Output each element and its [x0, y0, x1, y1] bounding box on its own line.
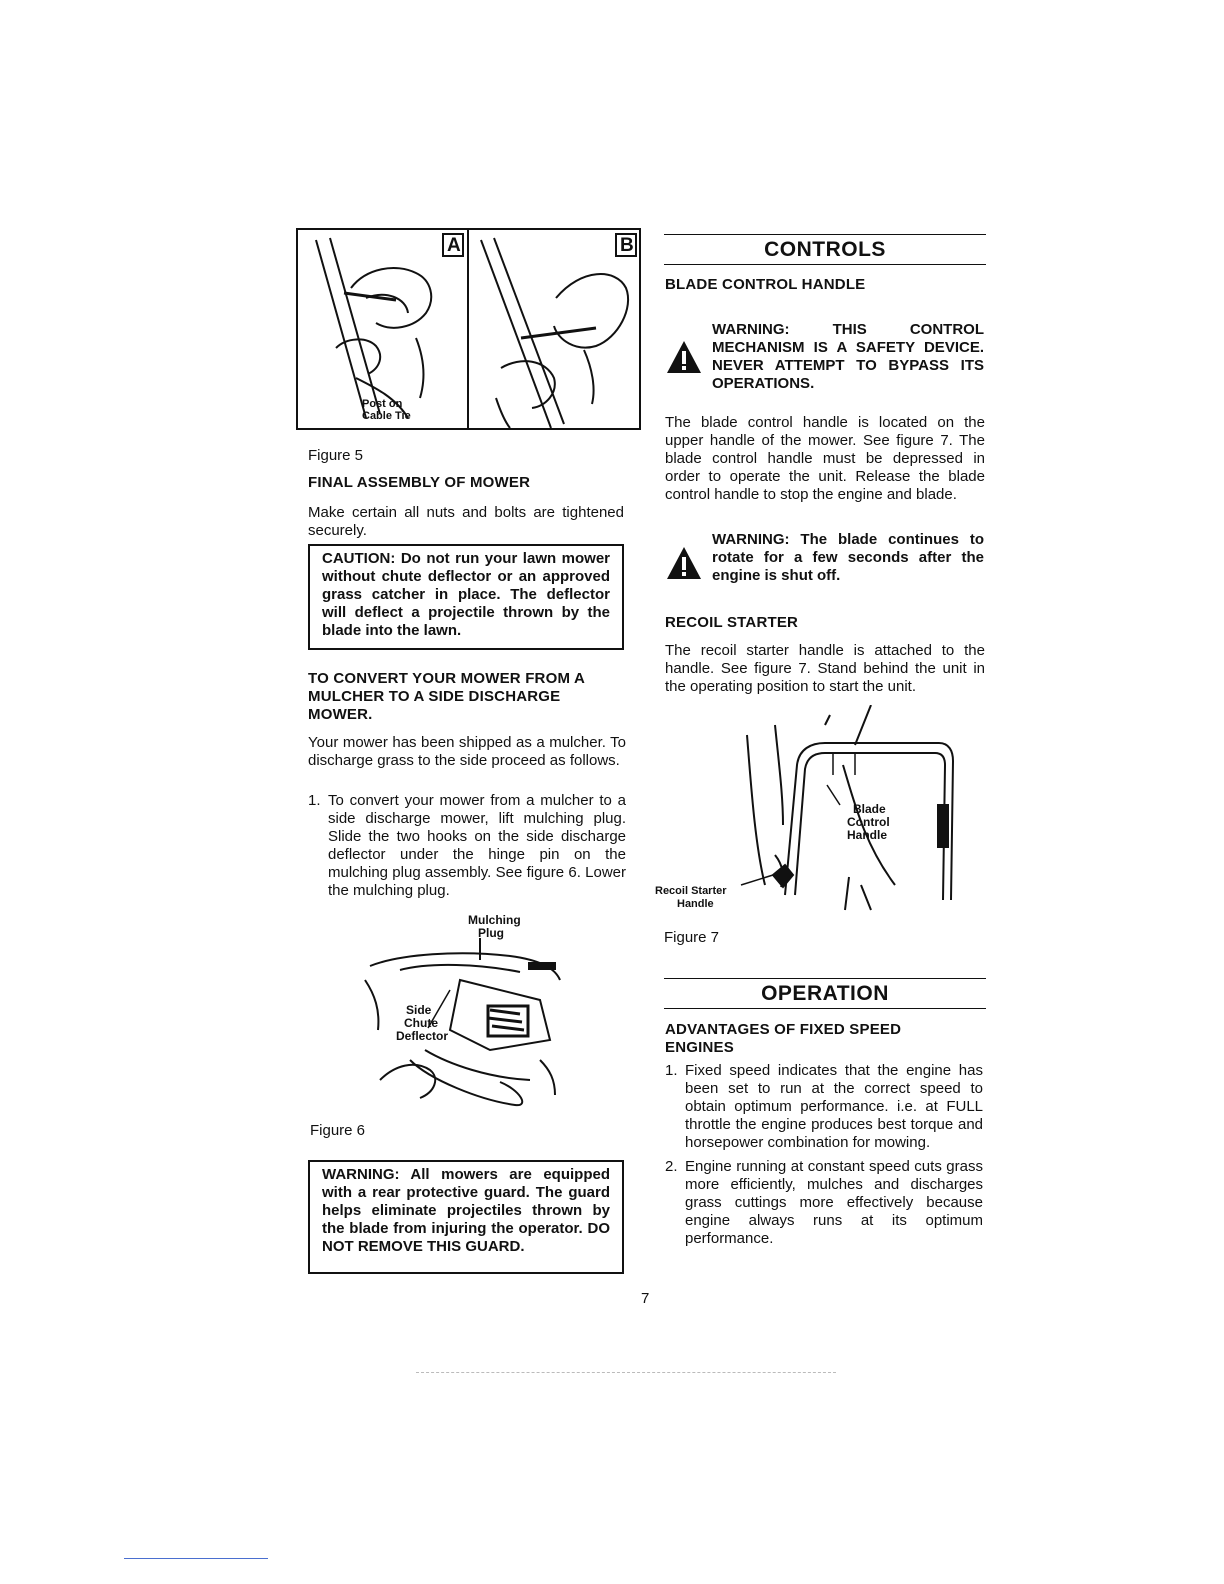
page-number: 7 [641, 1290, 650, 1307]
figure-7-label-control: Control [847, 815, 890, 829]
controls-bottom-rule [664, 264, 986, 265]
figure-5-label-cable-tie: Cable Tie [362, 410, 411, 422]
convert-heading-line1: TO CONVERT YOUR MOWER FROM A [308, 670, 585, 687]
item-number: 2. [665, 1158, 678, 1175]
figure-6-label-chute: Chute [404, 1016, 438, 1030]
item-number: 1. [665, 1062, 678, 1079]
warning2-text: WARNING: The blade continues to rotate for a few seconds after the engine is shut off. [712, 531, 984, 584]
operation-item [665, 1062, 983, 1152]
warning-triangle-icon [666, 340, 702, 374]
figure-6-label-side: Side [406, 1003, 432, 1017]
operation-title: OPERATION [761, 982, 889, 1005]
convert-steps [308, 792, 626, 900]
figure-7-caption: Figure 7 [664, 929, 720, 946]
figure-7-label-blade: Blade [853, 802, 886, 816]
figure-6-label-deflector: Deflector [396, 1029, 449, 1043]
final-assembly-heading: FINAL ASSEMBLY OF MOWER [308, 474, 531, 491]
figure-7-label-recoil-handle: Handle [677, 898, 714, 910]
recoil-starter-text: The recoil starter handle is attached to the handle. See figure 7. Stand behind the unit in the operating position to start the unit. [665, 642, 985, 695]
final-assembly-text: Make certain all nuts and bolts are tightened securely. [308, 504, 624, 539]
operation-item [665, 1158, 983, 1248]
figure-5-label-post: Post on [362, 398, 403, 410]
item-text: Fixed speed indicates that the engine has been set to run at the correct speed to obtain optimum performance. i.e. at FULL throttle the engine produces best torque and horsepower combination for mowing. [685, 1062, 983, 1151]
figure-5 [296, 228, 641, 430]
warning1-line1-text: WARNING: THIS CONTROL [712, 321, 984, 338]
operation-list [665, 1062, 983, 1248]
operation-bottom-rule [664, 1008, 986, 1009]
warning-guard-box: WARNING: All mowers are equipped with a rear protective guard. The guard helps eliminate projectiles thrown by the blade from injuring the operator. DO NOT REMOVE THIS GUARD. [308, 1160, 624, 1274]
figure-7-label-handle: Handle [847, 828, 888, 842]
blade-control-heading: BLADE CONTROL HANDLE [665, 276, 866, 293]
figure-5-illustration [296, 228, 641, 430]
recoil-starter-heading: RECOIL STARTER [665, 614, 799, 631]
step-text: To convert your mower from a mulcher to a side discharge mower, lift mulching plug. Slide the two hooks on the side discharge deflector under the hinge pin on the mulching plug assembly. See figure 6. Lower the mulching plug. [328, 792, 626, 899]
figure-7 [655, 705, 970, 915]
operation-heading-line1: ADVANTAGES OF FIXED SPEED [665, 1021, 902, 1038]
convert-intro: Your mower has been shipped as a mulcher. To discharge grass to the side proceed as follows. [308, 734, 626, 769]
warning1-rest: MECHANISM IS A SAFETY DEVICE. NEVER ATTEMPT TO BYPASS ITS OPERATIONS. [712, 339, 984, 392]
figure-6 [340, 910, 580, 1125]
scan-artifact-line [124, 1558, 268, 1559]
convert-heading-line3: MOWER. [308, 706, 373, 723]
figure-7-illustration [655, 705, 970, 915]
figure-6-label-plug: Plug [478, 926, 504, 940]
caution-box: CAUTION: Do not run your lawn mower without chute deflector or an approved grass catcher in place. The deflector will deflect a projectile thrown by the blade into the lawn. [308, 544, 624, 650]
blade-control-text: The blade control handle is located on the upper handle of the mower. See figure 7. The blade control handle must be depressed in order to operate the unit. Release the blade control handle to stop the engine and blade. [665, 414, 985, 503]
convert-heading-line2: MULCHER TO A SIDE DISCHARGE [308, 688, 561, 705]
figure-5-panel-a-letter: A [447, 235, 461, 256]
warning1-line1 [712, 321, 984, 339]
warning-triangle-icon [666, 546, 702, 580]
figure-5-caption: Figure 5 [308, 447, 364, 464]
figure-7-label-recoil: Recoil Starter [655, 885, 727, 897]
controls-top-rule [664, 234, 986, 235]
item-text: Engine running at constant speed cuts grass more efficiently, mulches and discharges grass cuttings more effectively because engine always runs at its optimum performance. [685, 1158, 983, 1247]
figure-6-caption: Figure 6 [310, 1122, 366, 1139]
scan-artifact-line [416, 1372, 836, 1373]
operation-top-rule [664, 978, 986, 979]
figure-6-illustration [340, 910, 580, 1125]
convert-step [308, 792, 626, 900]
step-number: 1. [308, 792, 321, 809]
figure-5-panel-b-letter: B [620, 235, 634, 256]
figure-6-label-mulching: Mulching [468, 913, 521, 927]
controls-title: CONTROLS [764, 238, 886, 261]
operation-heading-line2: ENGINES [665, 1039, 734, 1056]
